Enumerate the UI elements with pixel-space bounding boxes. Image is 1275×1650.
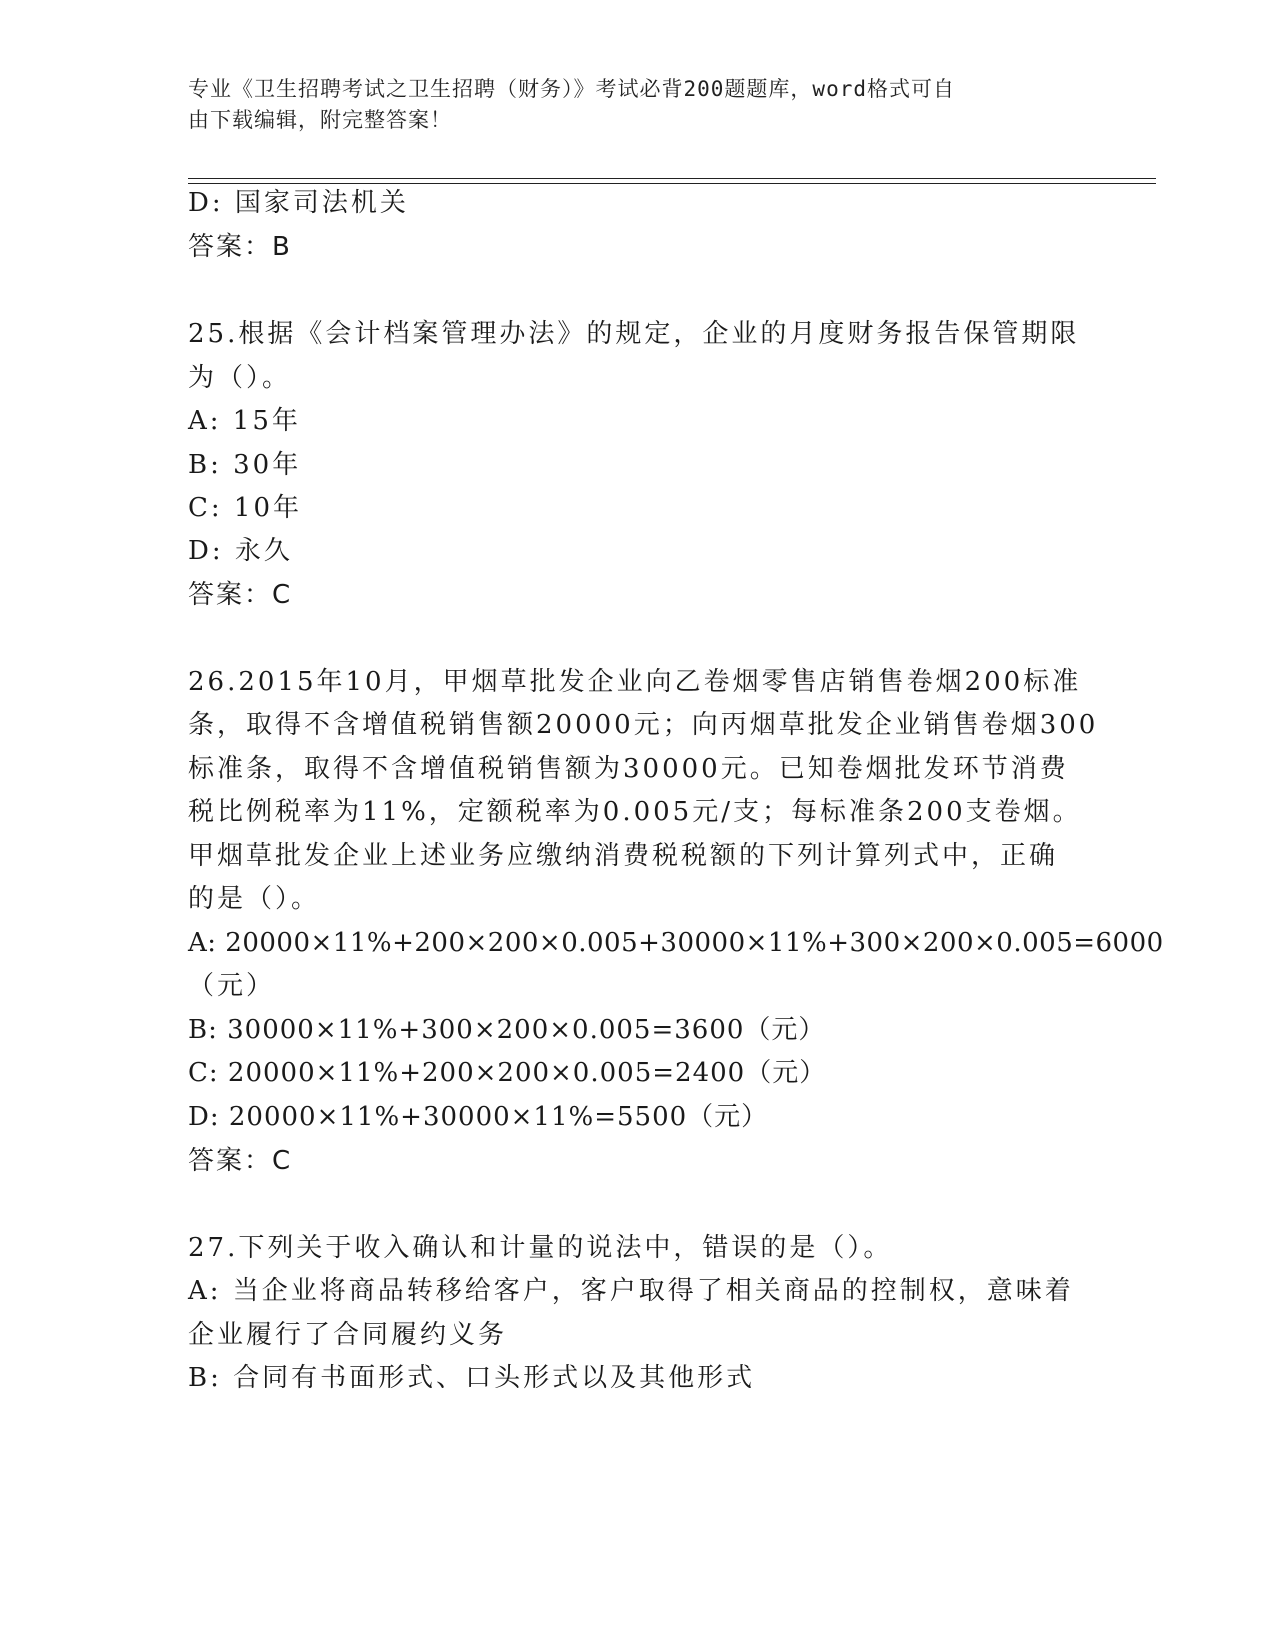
q26-stem-line-3: 标准条，取得不含增值税销售额为30000元。已知卷烟批发环节消费 xyxy=(188,754,1069,784)
page-header xyxy=(188,74,1088,136)
q26-stem-line-4: 税比例税率为11%，定额税率为0.005元/支；每标准条200支卷烟。 xyxy=(188,797,1082,827)
q27-option-a-line-2: 企业履行了合同履约义务 xyxy=(188,1320,508,1350)
q25-option-d: D: 永久 xyxy=(188,536,293,566)
q26-stem-line-5: 甲烟草批发企业上述业务应缴纳消费税税额的下列计算列式中，正确 xyxy=(188,841,1059,871)
q26-option-d: D: 20000×11%+30000×11%=5500（元） xyxy=(188,1102,769,1132)
q26-stem-line-6: 的是（）。 xyxy=(188,884,321,914)
q26-stem-line-1: 26.2015年10月，甲烟草批发企业向乙卷烟零售店销售卷烟200标准 xyxy=(188,667,1082,697)
q26-option-a-line-1: A: 20000×11%+200×200×0.005+30000×11%+300×200×0.005=6000 xyxy=(188,928,1164,958)
q27-option-b: B: 合同有书面形式、口头形式以及其他形式 xyxy=(188,1363,756,1393)
q25-stem-line-2: 为（）。 xyxy=(188,363,292,393)
q25-option-a: A: 15年 xyxy=(188,406,301,436)
q25-option-c: C: 10年 xyxy=(188,493,303,523)
header-line-2: 由下载编辑，附完整答案！ xyxy=(188,108,452,132)
q24-option-d: D: 国家司法机关 xyxy=(188,188,409,218)
q26-option-c: C: 20000×11%+200×200×0.005=2400（元） xyxy=(188,1058,827,1088)
q26-answer: 答案：C xyxy=(188,1146,293,1176)
q24-answer: 答案：B xyxy=(188,232,292,262)
q26-option-a-line-2: （元） xyxy=(188,971,276,1001)
q26-option-b: B: 30000×11%+300×200×0.005=3600（元） xyxy=(188,1015,826,1045)
q25-stem-line-1: 25.根据《会计档案管理办法》的规定，企业的月度财务报告保管期限 xyxy=(188,319,1080,349)
q25-answer: 答案：C xyxy=(188,580,293,610)
header-divider-top xyxy=(188,178,1156,179)
q26-stem-line-2: 条，取得不含增值税销售额20000元；向丙烟草批发企业销售卷烟300 xyxy=(188,710,1099,740)
q27-option-a-line-1: A: 当企业将商品转移给客户，客户取得了相关商品的控制权，意味着 xyxy=(188,1276,1074,1306)
q27-stem: 27.下列关于收入确认和计量的说法中，错误的是（）。 xyxy=(188,1233,893,1263)
header-line-1: 专业《卫生招聘考试之卫生招聘（财务）》考试必背200题题库，word格式可自 xyxy=(188,77,955,101)
q25-option-b: B: 30年 xyxy=(188,450,302,480)
